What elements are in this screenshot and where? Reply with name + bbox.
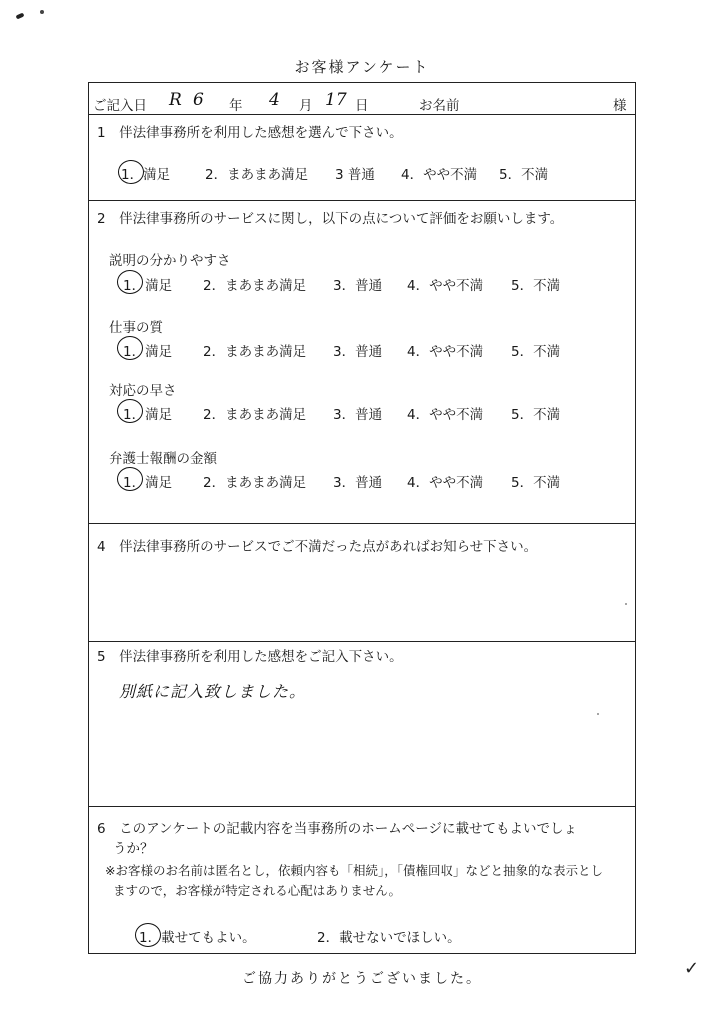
day-label: 日	[355, 98, 369, 114]
option-2: 2．まあまあ満足	[203, 344, 307, 360]
option-5: 5．不満	[511, 475, 561, 491]
q2-item-quality-options	[123, 340, 560, 360]
date-year-handwritten: 6	[193, 90, 204, 110]
option-2: 2．まあまあ満足	[203, 278, 307, 294]
name-label: お名前	[419, 98, 460, 114]
q1-option-4: 4．やや不満	[401, 167, 478, 183]
honorific-label: 様	[613, 98, 627, 114]
q5-question: 5 伴法律事務所を利用した感想をご記入下さい。	[97, 649, 403, 665]
q4-question: 4 伴法律事務所のサービスでご不満だった点があればお知らせ下さい。	[97, 539, 538, 555]
row-divider	[89, 114, 635, 115]
option-4: 4．やや不満	[407, 407, 484, 423]
option-3: 3．普通	[333, 344, 383, 360]
row-divider	[89, 641, 635, 642]
q2-clarity-selected-circle	[117, 270, 143, 294]
option-1: 1．満足	[123, 278, 173, 294]
option-5: 5．不満	[511, 407, 561, 423]
option-1: 1．満足	[123, 344, 173, 360]
page-title: お客様アンケート	[294, 58, 430, 76]
scan-speck	[597, 713, 599, 715]
q2-quality-selected-circle	[117, 336, 143, 360]
q2-speed-selected-circle	[117, 399, 143, 423]
check-mark: ✓	[684, 958, 700, 979]
option-4: 4．やや不満	[407, 475, 484, 491]
q2-item-quality-label: 仕事の質	[109, 320, 163, 336]
q1-question: 1 伴法律事務所を利用した感想を選んで下さい。	[97, 125, 403, 141]
q2-item-clarity-options	[123, 274, 560, 294]
option-5: 5．不満	[511, 278, 561, 294]
year-label: 年	[229, 98, 243, 114]
q6-note-line1: ※お客様のお名前は匿名とし，依頼内容も「相続」，「債権回収」などと抽象的な表示とし	[105, 863, 603, 878]
q1-option-5: 5．不満	[499, 167, 549, 183]
q1-selected-circle	[118, 160, 144, 184]
date-label: ご記入日	[93, 98, 147, 114]
q1-option-2: 2．まあまあ満足	[205, 167, 309, 183]
q2-item-speed-options	[123, 403, 560, 423]
q6-question-line2: うか？	[113, 841, 154, 857]
option-4: 4．やや不満	[407, 278, 484, 294]
q2-item-fee-label: 弁護士報酬の金額	[109, 451, 217, 467]
q2-item-fee-options	[123, 471, 560, 491]
survey-form	[88, 82, 636, 954]
row-divider	[89, 523, 635, 524]
option-2: 2．まあまあ満足	[203, 407, 307, 423]
option-3: 3．普通	[333, 407, 383, 423]
option-3: 3．普通	[333, 475, 383, 491]
option-4: 4．やや不満	[407, 344, 484, 360]
q6-selected-circle	[135, 923, 161, 947]
q1-option-3: 3 普通	[335, 167, 375, 183]
row-divider	[89, 806, 635, 807]
date-day-handwritten: 17	[325, 90, 347, 110]
row-divider	[89, 200, 635, 201]
option-2: 2．まあまあ満足	[203, 475, 307, 491]
thank-you-message: ご協力ありがとうございました。	[242, 971, 482, 987]
option-5: 5．不満	[511, 344, 561, 360]
q1-options	[121, 163, 548, 183]
q5-handwritten-answer: 別紙に記入致しました。	[119, 682, 307, 701]
q2-item-speed-label: 対応の早さ	[109, 383, 177, 399]
q6-options	[139, 926, 461, 946]
option-3: 3．普通	[333, 278, 383, 294]
option-1: 1．満足	[123, 407, 173, 423]
date-era-handwritten: R	[169, 90, 182, 110]
q2-item-clarity-label: 説明の分かりやすさ	[109, 253, 231, 269]
q2-fee-selected-circle	[117, 467, 143, 491]
scan-speck	[16, 12, 25, 19]
date-month-handwritten: 4	[269, 90, 280, 110]
q2-question: 2 伴法律事務所のサービスに関し，以下の点について評価をお願いします。	[97, 211, 564, 227]
q1-option-1: 1．満足	[121, 167, 171, 183]
month-label: 月	[299, 98, 313, 114]
q6-question-line1: 6 このアンケートの記載内容を当事務所のホームページに載せてもよいでしょ	[97, 821, 578, 837]
scan-speck	[625, 603, 627, 605]
scan-speck	[40, 10, 44, 14]
option-1: 1．満足	[123, 475, 173, 491]
q6-note-line2: ますので，お客様が特定される心配はありません。	[113, 883, 402, 898]
q6-option-2: 2．載せないでほしい。	[317, 930, 461, 946]
q6-option-1: 1．載せてもよい。	[139, 930, 256, 946]
